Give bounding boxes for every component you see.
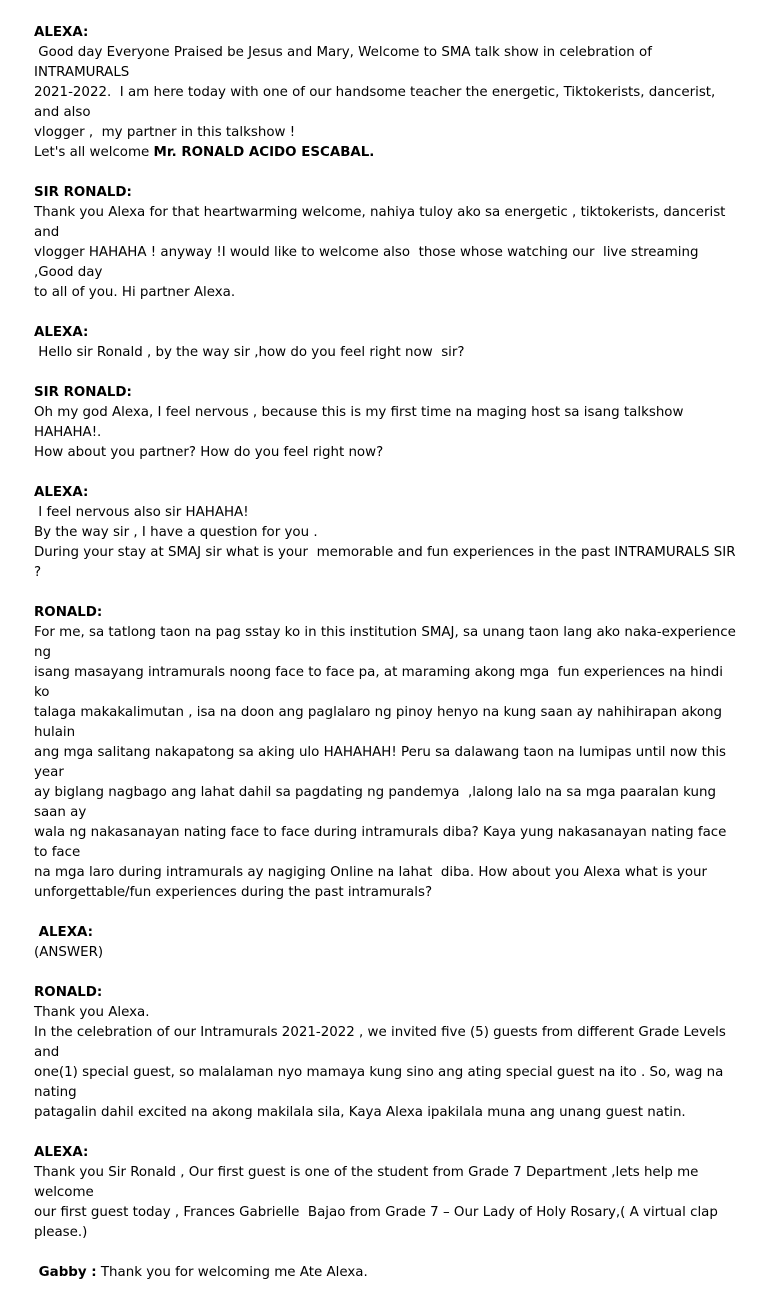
dialogue-line: By the way sir , I have a question for you .	[34, 525, 318, 540]
speaker-label: ALEXA:	[34, 325, 89, 340]
dialogue-line: Oh my god Alexa, I feel nervous , because this is my first time na maging host sa isang talkshow HAHAHA!.	[34, 405, 688, 440]
dialogue-line: Thank you Alexa for that heartwarming welcome, nahiya tuloy ako sa energetic , tiktokerists, dancerist and	[34, 205, 730, 240]
speaker-label: Gabby :	[34, 1265, 97, 1280]
speaker-label: ALEXA:	[34, 1145, 89, 1160]
speaker-label: ALEXA:	[34, 925, 93, 940]
dialogue-block-ronald-1	[34, 603, 742, 903]
dialogue-block-alexa-1	[34, 23, 742, 163]
dialogue-line: ay biglang nagbago ang lahat dahil sa pagdating ng pandemya ,lalong lalo na sa mga paaralan kung saan ay	[34, 785, 721, 820]
speaker-label: SIR RONALD:	[34, 185, 132, 200]
dialogue-line: In the celebration of our Intramurals 2021-2022 , we invited five (5) guests from different Grade Levels and	[34, 1025, 731, 1060]
dialogue-line	[34, 1263, 742, 1283]
dialogue-line: our first guest today , Frances Gabrielle Bajao from Grade 7 – Our Lady of Holy Rosary,( A virtual clap please.)	[34, 1205, 723, 1240]
dialogue-line: unforgettable/fun experiences during the past intramurals?	[34, 885, 433, 900]
dialogue-line: Thank you Sir Ronald , Our first guest is one of the student from Grade 7 Department ,lets help me welcome	[34, 1165, 703, 1200]
dialogue-line: vlogger , my partner in this talkshow !	[34, 125, 296, 140]
speaker-label: ALEXA:	[34, 485, 89, 500]
speaker-label: ALEXA:	[34, 25, 89, 40]
dialogue-line: talaga makakalimutan , isa na doon ang paglalaro ng pinoy henyo na kung saan ay nahihirapan akong hulain	[34, 705, 727, 740]
dialogue-block-alexa-4	[34, 923, 742, 963]
dialogue-line: isang masayang intramurals noong face to face pa, at maraming akong mga fun experiences na hindi ko	[34, 665, 728, 700]
dialogue-block-alexa-2	[34, 323, 742, 363]
dialogue-line: For me, sa tatlong taon na pag sstay ko in this institution SMAJ, sa unang taon lang ako naka-experience ng	[34, 625, 741, 660]
dialogue-line: 2021-2022. I am here today with one of our handsome teacher the energetic, Tiktokerists, dancerist, and also	[34, 85, 720, 120]
dialogue-line: How about you partner? How do you feel right now?	[34, 445, 384, 460]
dialogue-block-sir-ronald-2	[34, 383, 742, 463]
dialogue-line: Good day Everyone Praised be Jesus and Mary, Welcome to SMA talk show in celebration of INTRAMURALS	[34, 45, 657, 80]
dialogue-line: na mga laro during intramurals ay nagiging Online na lahat diba. How about you Alexa what is your	[34, 865, 708, 880]
dialogue-block-ronald-2	[34, 983, 742, 1123]
dialogue-line: Hello sir Ronald , by the way sir ,how do you feel right now sir?	[34, 345, 465, 360]
script-body	[34, 23, 742, 1303]
dialogue-block-alexa-5	[34, 1143, 742, 1243]
welcome-name: Mr. RONALD ACIDO ESCABAL.	[153, 145, 375, 160]
dialogue-line: to all of you. Hi partner Alexa.	[34, 285, 236, 300]
dialogue-text: Thank you for welcoming me Ate Alexa.	[96, 1265, 368, 1280]
dialogue-line: I feel nervous also sir HAHAHA!	[34, 505, 249, 520]
welcome-line	[34, 143, 742, 163]
speaker-label: RONALD:	[34, 605, 103, 620]
dialogue-line: wala ng nakasanayan nating face to face during intramurals diba? Kaya yung nakasanayan nating face to face	[34, 825, 731, 860]
dialogue-block-gabby	[34, 1263, 742, 1283]
dialogue-line: one(1) special guest, so malalaman nyo mamaya kung sino ang ating special guest na ito . So, wag na nating	[34, 1065, 728, 1100]
welcome-prefix: Let's all welcome	[34, 145, 154, 160]
dialogue-line: ang mga salitang nakapatong sa aking ulo HAHAHAH! Peru sa dalawang taon na lumipas until now this year	[34, 745, 731, 780]
speaker-label: SIR RONALD:	[34, 385, 132, 400]
dialogue-block-sir-ronald-1	[34, 183, 742, 303]
dialogue-line: (ANSWER)	[34, 945, 104, 960]
dialogue-line: Thank you Alexa.	[34, 1005, 150, 1020]
dialogue-line: vlogger HAHAHA ! anyway !I would like to welcome also those whose watching our live streaming ,Good day	[34, 245, 703, 280]
dialogue-block-alexa-3	[34, 483, 742, 583]
dialogue-line: During your stay at SMAJ sir what is your memorable and fun experiences in the past INTRAMURALS SIR ?	[34, 545, 740, 580]
speaker-label: RONALD:	[34, 985, 103, 1000]
dialogue-line: patagalin dahil excited na akong makilala sila, Kaya Alexa ipakilala muna ang unang guest natin.	[34, 1105, 686, 1120]
